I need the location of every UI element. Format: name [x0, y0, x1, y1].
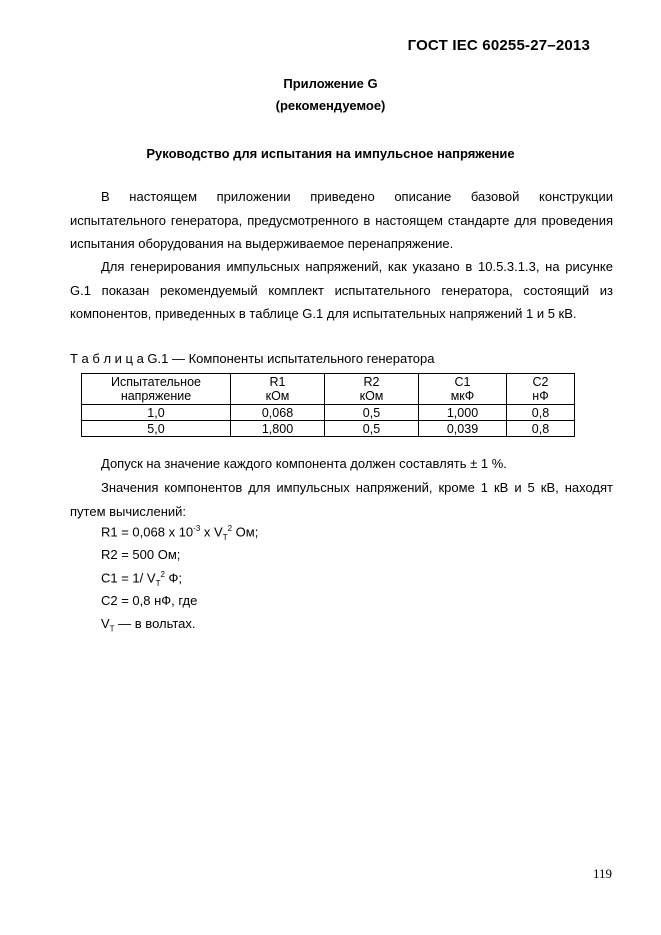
paragraph-intro-text: В настоящем приложении приведено описание базовой конструкции испытательного генератора, предусмотренного в настоящем стандарте для проведения испытания оборудования на выдерживаемое перенапряжение.	[70, 189, 613, 251]
header-bottom: кОм	[359, 389, 384, 403]
formula-r1	[101, 524, 258, 542]
tolerance-text: Допуск на значение каждого компонента должен составлять ± 1 %.	[101, 456, 507, 471]
table-cell: 0,5	[325, 405, 419, 421]
formula-r2: R2 = 500 Ом;	[101, 547, 181, 562]
formula-part: R1 = 0,068 x 10	[101, 524, 194, 540]
formula-part: — в вольтах.	[114, 616, 196, 631]
table-cell: 1,000	[419, 405, 507, 421]
formula-part: x V	[200, 524, 223, 540]
paragraph-generation-text: Для генерирования импульсных напряжений, как указано в 10.5.3.1.3, на рисунке G.1 показан рекомендуемый комплект испытательного генератора, состоящий из компонентов, приведенных в таблице G.1 для испытательных напряжений 1 и 5 кВ.	[70, 259, 613, 321]
table-cell: 0,8	[507, 405, 575, 421]
table-cell: 0,5	[325, 421, 419, 437]
table-row	[82, 421, 575, 437]
header-cell-r1	[231, 374, 325, 405]
header-cell-c2	[507, 374, 575, 405]
header-top: C1	[454, 375, 471, 389]
header-cell-voltage	[82, 374, 231, 405]
header-top: C2	[532, 375, 549, 389]
formula-subscript: T	[222, 532, 228, 542]
header-bottom: кОм	[265, 389, 290, 403]
formula-exponent: 2	[227, 524, 233, 533]
header-bottom: мкФ	[450, 389, 475, 403]
table-cell: 5,0	[82, 421, 231, 437]
appendix-subtitle: (рекомендуемое)	[275, 98, 386, 113]
paragraph-calculation-text: Значения компонентов для импульсных напряжений, кроме 1 кВ и 5 кВ, находят путем вычислений:	[70, 480, 613, 519]
table-row	[82, 405, 575, 421]
table-caption: Т а б л и ц а G.1 — Компоненты испытательного генератора	[70, 351, 435, 366]
appendix-title: Приложение G	[283, 76, 378, 91]
table-cell: 0,8	[507, 421, 575, 437]
header-cell-c1	[419, 374, 507, 405]
header-bottom: напряжение	[120, 389, 192, 403]
header-top: R2	[363, 375, 380, 389]
paragraph-calculation	[70, 476, 613, 523]
table-cell: 0,068	[231, 405, 325, 421]
document-code: ГОСТ IEC 60255-27–2013	[407, 37, 590, 54]
formula-part: Ф;	[164, 570, 183, 586]
formula-part: V	[101, 616, 110, 631]
formula-exponent: -3	[193, 524, 201, 533]
components-table	[81, 373, 575, 437]
formula-vt	[101, 616, 196, 634]
header-top: Испытательное	[111, 375, 201, 389]
header-top: R1	[269, 375, 286, 389]
formula-subscript: T	[155, 578, 161, 588]
formula-part: C1 = 1/ V	[101, 570, 156, 586]
paragraph-intro	[70, 185, 613, 256]
header-cell-r2	[325, 374, 419, 405]
formula-subscript: T	[109, 624, 115, 634]
table-cell: 0,039	[419, 421, 507, 437]
table-header-row	[82, 374, 575, 405]
table-cell: 1,800	[231, 421, 325, 437]
page-number: 119	[592, 866, 612, 881]
table-cell: 1,0	[82, 405, 231, 421]
section-title: Руководство для испытания на импульсное напряжение	[146, 146, 515, 161]
header-bottom: нФ	[532, 389, 549, 403]
formula-part: Ом;	[232, 524, 259, 540]
formula-exponent: 2	[160, 570, 165, 579]
formula-c1	[101, 570, 182, 588]
paragraph-generation	[70, 255, 613, 326]
formula-c2: C2 = 0,8 нФ, где	[101, 593, 198, 608]
